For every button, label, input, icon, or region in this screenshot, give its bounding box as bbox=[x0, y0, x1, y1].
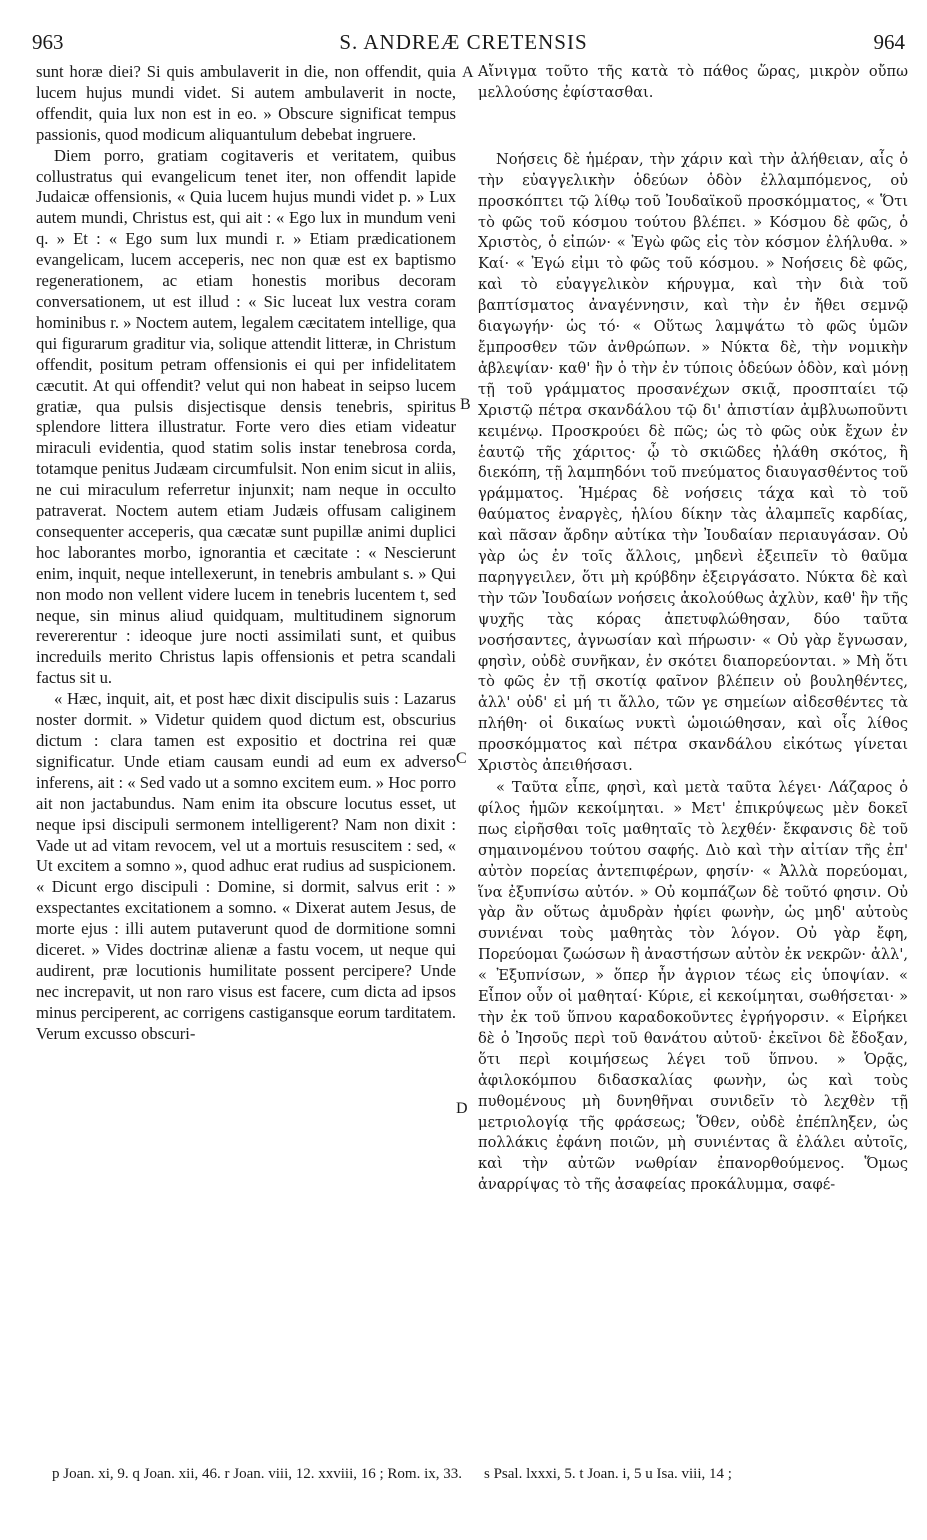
latin-column bbox=[36, 62, 456, 1045]
footnotes-right: s Psal. lxxxi, 5. t Joan. i, 5 u Isa. viii, 14 ; bbox=[484, 1466, 732, 1482]
greek-paragraph-3: « Ταῦτα εἶπε, φησὶ, καὶ μετὰ ταῦτα λέγει· Λάζαρος ὁ φίλος ἡμῶν κεκοίμηται. » Μετ' ἐπικρύψεως μὲν δοκεῖ πως εἰρῆσθαι τοῖς μαθηταῖς τὸ λεχθέν· ἔκφανσις δὲ τοῦ σημαινομένου τούτου σαφής. Διὸ καὶ τὴν αἰτίαν τῆς ἐπ' αὐτὸν πορείας ἀντεπιφέρων, φησίν· « Ἀλλὰ πορεύομαι, ἵνα ἐξυπνίσω αὐτόν. » Οὐ κομπάζων δὲ τοῦτό φησιν. Οὐ γὰρ ἂν οὕτως ἀμυδρὰν ἠφίει φωνὴν, ὡς μηδ' αὐτοὺς συνιέναι τοὺς μαθητὰς τὸν λόγον. Οὐ γὰρ ἔφη, Πορεύομαι ζωώσων ἢ ἀναστήσων αὐτὸν ἐκ νεκρῶν· ἀλλ', « Ἐξυπνίσων, » ὅπερ ἦν ἀγριον τέως εἰς ὑποψίαν. « Εἶπον οὖν οἱ μαθηταί· Κύριε, εἰ κεκοίμηται, σωθήσεται· » τὴν ἐκ τοῦ ὕπνου καραδοκοῦντες ἐγρήγορσιν. « Εἰρήκει δὲ ὁ Ἰησοῦς περὶ τοῦ θανάτου αὐτοῦ· ἐκεῖνοι δὲ ἔδοξαν, ὅτι περὶ κοιμήσεως λέγει τοῦ ὕπνου. » Ὁρᾷς, ἀφιλοκόμπου διδασκαλίας φωνὴν, ὡς καὶ τοὺς πυθομένους μὴ δυνηθῆναι συνιδεῖν τὸ λεχθὲν τῇ μετριολογίᾳ τῆς φράσεως; Ὅθεν, οὐδὲ ἐπέπληξεν, ὡς πολλάκις ἐφάνη ποιῶν, μὴ συνιέντας ἃ ἐλάλει αὐτοῖς, καὶ τὴν αὐτῶν νωθρίαν ἐπανορθούμενος. Ὅμως ἀναρρίψας τὸ τῆς ἀσαφείας προκάλυμμα, σαφέ- bbox=[478, 779, 908, 1194]
margin-letter-d: D bbox=[456, 1100, 468, 1117]
latin-paragraph-3: « Hæc, inquit, ait, et post hæc dixit discipulis suis : Lazarus noster dormit. » Videtur quidem quod dictum est, obscurius dictum : clara tamen est expositio et doctrina rei quæ significatur. Unde etiam causam eundi ad eum ex adverso inferens, ait : « Sed vado ut a somno excitem eum. » Hoc porro ait non jactabundus. Nam enim ita obscure locutus esset, ut neque ipsi discipuli sermonem intelligerent? Nam non dixit : Vade ut ad vitam revocem, vel ut a mortuis resuscitem : sed, « Ut excitem a somno », quod adhuc erat rudius ad suspicionem. « Dicunt ergo discipuli : Domine, si dormit, salvus erit : » exspectantes excitationem a somno. « Dixerat autem Jesus, de morte ejus : illi autem putaverunt quod de dormitione somni diceret. » Vides doctrinæ alienæ a fastu vocem, ut neque qui audirent, præ locutionis humilitate possent percipere? Unde nec increpavit, ut non raro visus est facere, cum dicta ad ipsos minus perciperent, ac corrigens castigansque eorum tarditatem. Verum excusso obscuri- bbox=[36, 689, 456, 1043]
margin-letter-b: B bbox=[460, 396, 471, 413]
running-title: S. ANDREÆ CRETENSIS bbox=[339, 30, 588, 54]
running-header bbox=[0, 30, 927, 60]
page-number-right: 964 bbox=[873, 30, 905, 54]
greek-paragraph-1: Αἴνιγμα τοῦτο τῆς κατὰ τὸ πάθος ὥρας, μικρὸν οὔπω μελλούσης ἐφίστασθαι. bbox=[478, 63, 908, 101]
page-number-left: 963 bbox=[32, 30, 64, 54]
margin-letter-a: A bbox=[462, 64, 474, 81]
latin-paragraph-2: Diem porro, gratiam cogitaveris et veritatem, quibus collustratus qui evangelicum tenet iter, non offendit lapide Judaicæ offensionis, « Quia lucem hujus mundi videt p. » Lux autem mundi, Christus est, qui ait : « Ego lux in mundum veni q. » Et : « Ego sum lux mundi r. » Etiam prædicationem evangelicam, lucem acceperis, nec non quæ est ex baptismo regenerationem, ac etiam honestis moribus decoram conversationem, ut est illud : « Sic luceat lux vestra coram hominibus r. » Noctem autem, legalem cæcitatem intellige, qua qui figurarum graditur via, solique attendit litteræ, in Christum offendit, positum petram offensionis ei qui per infidelitatem cæcutit. At qui offendit? velut qui non habeat in seipso lucem gratiæ, qua pulsis disjectisque densis tenebris, spiritus splendore littera illustratur. Forte vero dies etiam videatur miraculi evidentia, quod statim solis instar tenebrosa corda, totamque penitus Judæam circumfulsit. Non enim sicut in aliis, ne cui miraculum referretur injunxit; nam neque in occulto patraverat. Noctem autem etiam Judæis offusam caliginem consequenter acceperis, qua cæcatæ sunt pupillæ animi duplici hoc laborantes morbo, ignorantia et cæcitate : « Nescierunt enim, inquit, neque intellexerunt, in tenebris ambulant s. » Qui non modo non vellent videre lucem in tenebris lucentem t, sed neque, sin minus aliud quidquam, multitudinem signorum revererentur : ideoque jure nocti assimilati sunt, et quibus increduils merito Christus lapis offensionis et petra scandali factus sit u. bbox=[36, 145, 456, 688]
greek-column bbox=[478, 62, 908, 1196]
footnotes-left: p Joan. xi, 9. q Joan. xii, 46. r Joan. viii, 12. xxviii, 16 ; Rom. ix, 33. bbox=[52, 1466, 462, 1482]
greek-paragraph-2: Νοήσεις δὲ ἡμέραν, τὴν χάριν καὶ τὴν ἀλήθειαν, αἷς ὁ τὴν εὐαγγελικὴν ὁδεύων ὁδὸν ἐλλαμπόμενος, οὐ προσκόπτει τῷ λίθῳ τοῦ Ἰουδαϊκοῦ προσκόμματος, « Ὅτι τὸ φῶς τοῦ κόσμου τούτου βλέπει. » Κόσμου δὲ φῶς, ὁ Χριστὸς, ὁ εἰπών· « Ἐγὼ φῶς εἰς τὸν κόσμον ἐλήλυθα. » Καί· « Ἐγώ εἰμι τὸ φῶς τοῦ κόσμου. » Νοήσεις δὲ φῶς, καὶ τὸ εὐαγγελικὸν κήρυγμα, καὶ τὴν διὰ τοῦ βαπτίσματος ἀναγέννησιν, καὶ τὴν ἐν ἤθει σεμνῷ διαγωγήν· ὡς τό· « Οὕτως λαμψάτω τὸ φῶς ὑμῶν ἔμπροσθεν τῶν ἀνθρώπων. » Νύκτα δὲ, τὴν νομικὴν ἀβλεψίαν· καθ' ἣν ὁ τὴν ἐν τύποις ὁδεύων ὁδὸν, καὶ μόνῃ τῇ τοῦ γράμματος προσανέχων σκιᾷ, προσπταίει τῷ Χριστῷ πέτρα σκανδάλου τῷ δι' ἀπιστίαν ἀμβλυωποῦντι κειμένῳ. Προσκρούει δὲ πῶς; ὡς τὸ φῶς οὐκ ἔχων ἐν ἑαυτῷ τῆς χάριτος· ᾧ τὸ σκιῶδες ἠλάθη σκότος, ἢ διεκόπη, τῇ λαμπηδόνι τοῦ πνεύματος διαυγασθέντος τοῦ γράμματος. Ἡμέρας δὲ νοήσεις τάχα καὶ τὸ τοῦ θαύματος ἐναργὲς, ἡλίου δίκην τὰς ἀλαμπεῖς καρδίας, καὶ πᾶσαν ἄρδην αὐτίκα τὴν Ἰουδαίαν περιαυγάσαν. Οὐ γὰρ ὡς ἐν τοῖς ἄλλοις, μηδενὶ ἐξειπεῖν τὸ θαῦμα παρηγγειλεν, ὅτι μὴ κρύβδην ἐξειργάσατο. Νύκτα δὲ καὶ τὴν τῶν Ἰουδαίων νοήσεις ἀκολούθως ἀχλὺν, καθ' ἣν τῆς ψυχῆς τὰς κόρας ἀπετυφλώθησαν, δύο ταῦτα νοσήσαντες, ἀγνωσίαν καὶ πήρωσιν· « Οὐ γὰρ ἔγνωσαν, φησὶν, οὐδὲ συνῆκαν, ἐν σκότει διαπορεύονται. » Μὴ ὅτι τὸ φῶς ἐν τῇ σκοτίᾳ φαῖνον βλέπειν οὐ βουληθέντες, ἀλλ' οὐδ' εἰ μή τι ἄλλο, τῶν γε σημείων αἰδεσθέντες τὰ πλήθη· οἱ δικαίως νυκτὶ ὡμοιώθησαν, καὶ οἷς λίθος προσκόμματος καὶ πέτρα σκανδάλου εἰκότως γίνεται Χριστὸς ἀπειθήσασι. bbox=[478, 150, 908, 775]
margin-letter-c: C bbox=[456, 750, 467, 767]
latin-paragraph-1: sunt horæ diei? Si quis ambulaverit in die, non offendit, quia lucem hujus mundi videt. Si autem ambulaverit in nocte, offendit, quia lux non est in eo. » Obscure significat tempus passionis, quod modicum aliquantulum debebat ingruere. bbox=[36, 62, 456, 144]
